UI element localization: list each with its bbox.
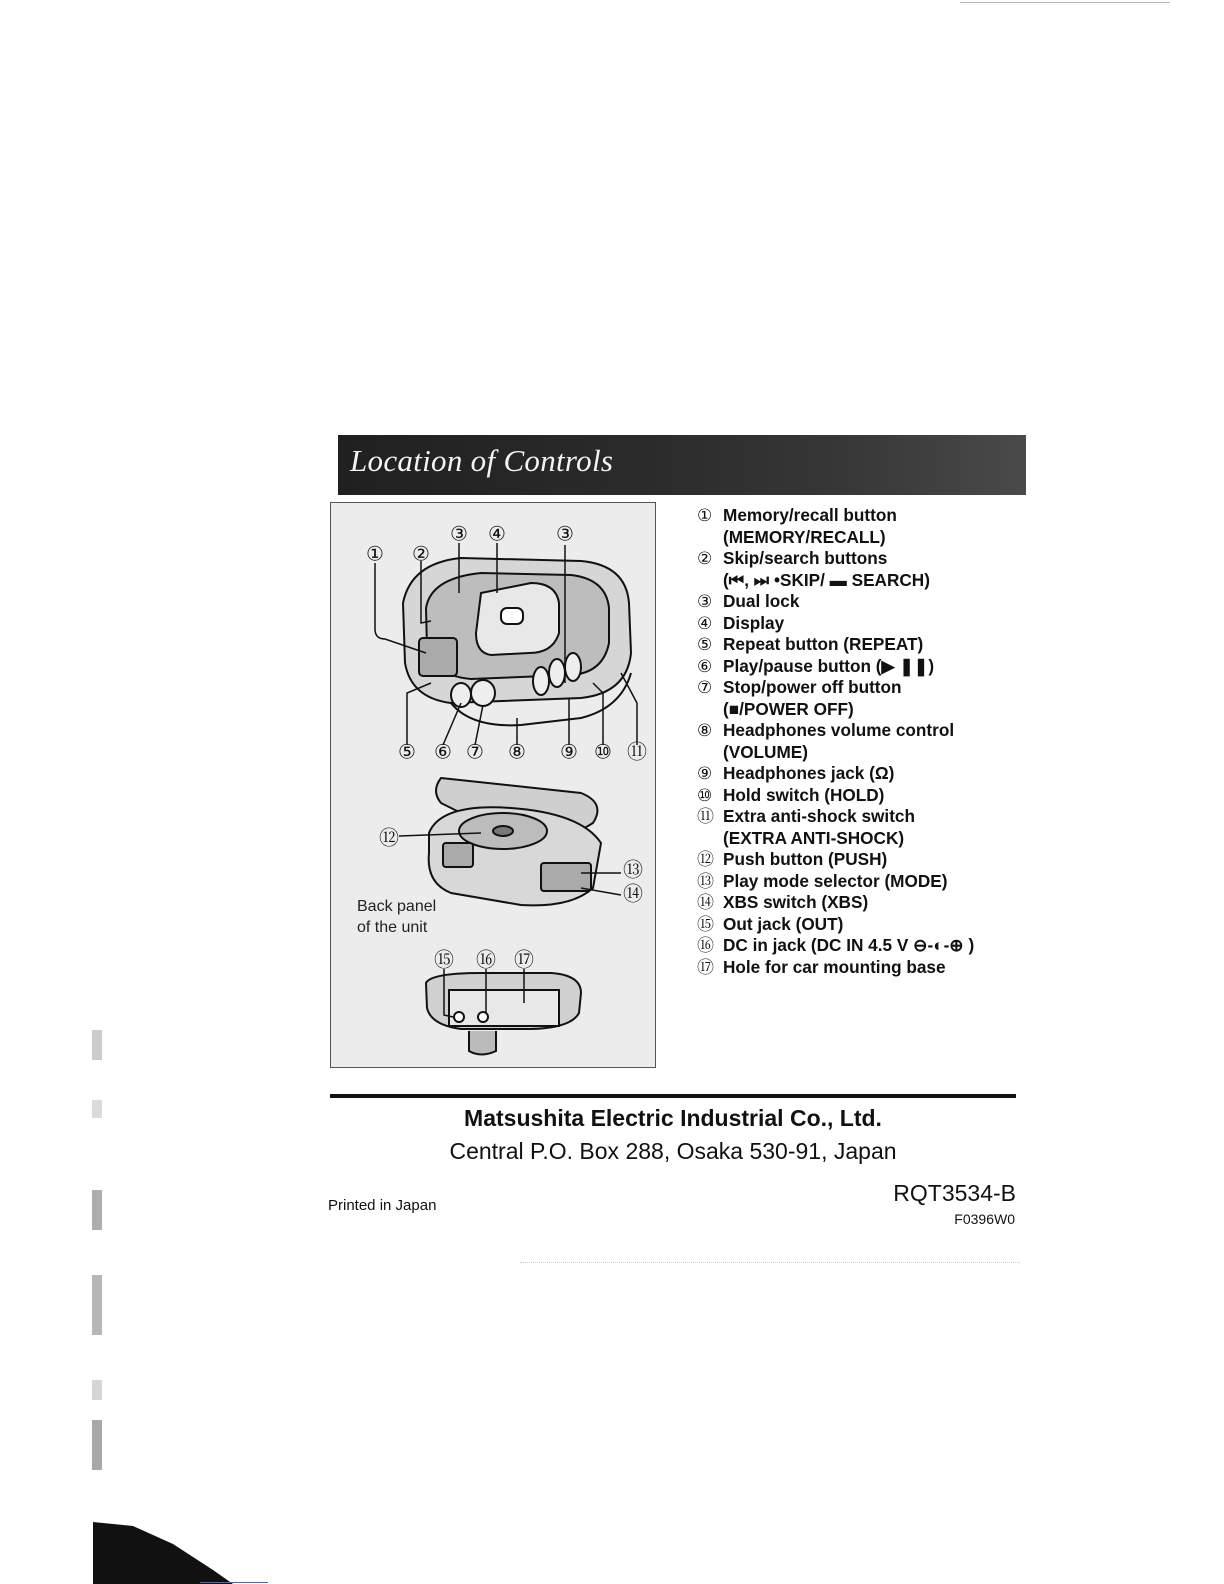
- control-number: ⑨: [697, 764, 713, 783]
- control-number: ⑬: [697, 871, 714, 891]
- control-label: Hold switch (HOLD): [723, 784, 885, 805]
- control-item: [697, 785, 1017, 807]
- scan-edge-line: [960, 2, 1170, 3]
- model-number: RQT3534-B: [893, 1180, 1016, 1206]
- control-label: XBS switch (XBS): [723, 892, 869, 912]
- control-label: Dual lock: [723, 591, 800, 611]
- caption-line-1: Back panel: [357, 898, 437, 915]
- control-label-cont: (MEMORY/RECALL): [723, 526, 886, 547]
- callout-number: ②: [412, 541, 430, 566]
- control-label: Display: [723, 612, 785, 633]
- caption-line-2: of the unit: [357, 919, 428, 936]
- control-number: ④: [697, 613, 713, 633]
- player-top-view: [403, 558, 631, 725]
- control-number: ⑩: [697, 785, 713, 805]
- callout-number: ⑯: [476, 947, 496, 972]
- footer-rule: [330, 1094, 1016, 1098]
- control-number: ①: [697, 506, 713, 525]
- control-item: [697, 871, 1017, 893]
- control-label-cont: (EXTRA ANTI-SHOCK): [723, 827, 905, 848]
- section-title: Location of Controls: [350, 443, 614, 478]
- print-code: F0396W0: [954, 1211, 1015, 1227]
- control-number: ⑪: [697, 807, 714, 826]
- callout-number: ⑭: [623, 881, 643, 906]
- control-item: [697, 656, 1017, 678]
- callout-number: ⑨: [560, 739, 578, 764]
- control-item: [697, 914, 1017, 936]
- control-item: [697, 548, 1017, 591]
- callout-number: ⑪: [627, 739, 647, 764]
- callout-number: ⑦: [466, 739, 484, 764]
- callout-number: ⑰: [514, 947, 534, 972]
- control-number: ⑫: [697, 850, 714, 869]
- control-number: ⑮: [697, 914, 714, 934]
- control-label: Play mode selector (MODE): [723, 870, 948, 891]
- control-item: [697, 613, 1017, 635]
- control-item: [697, 849, 1017, 871]
- device-illustration: [330, 502, 656, 1068]
- scan-corner-shadow: [93, 1522, 233, 1584]
- company-address: Central P.O. Box 288, Osaka 530-91, Japan: [449, 1138, 897, 1164]
- callout-number: ①: [366, 541, 384, 566]
- control-number: ⑯: [697, 936, 714, 955]
- control-number: ③: [697, 592, 713, 611]
- callout-number: ⑥: [434, 739, 452, 764]
- cd-player-drawing: [331, 503, 657, 1069]
- control-number: ⑰: [697, 957, 714, 977]
- callout-number: ⑧: [508, 739, 526, 764]
- control-number: ⑭: [697, 893, 714, 912]
- control-number: ②: [697, 549, 713, 568]
- player-open-view: [429, 778, 601, 905]
- callout-number: ⑮: [434, 947, 454, 972]
- control-item: [697, 591, 1017, 613]
- control-label: Extra anti-shock switch: [723, 806, 915, 826]
- control-label-cont: (⏮, ⏭ •SKIP/ ▬ SEARCH): [723, 569, 930, 590]
- control-number: ⑦: [697, 678, 713, 697]
- control-label: Skip/search buttons: [723, 548, 888, 568]
- control-label: Repeat button (REPEAT): [723, 634, 924, 654]
- control-label: Hole for car mounting base: [723, 956, 946, 977]
- scan-corner-line: [200, 1582, 268, 1583]
- printed-in-label: Printed in Japan: [328, 1197, 437, 1214]
- control-item: [697, 763, 1017, 785]
- control-label: Out jack (OUT): [723, 913, 844, 934]
- control-item: [697, 892, 1017, 914]
- control-label-cont: (VOLUME): [723, 741, 808, 762]
- callout-number: ③: [450, 521, 468, 546]
- callout-number: ⑤: [398, 739, 416, 764]
- scan-dotted-line: [520, 1262, 1020, 1264]
- control-label: Push button (PUSH): [723, 849, 888, 869]
- control-item: [697, 720, 1017, 763]
- control-label: DC in jack (DC IN 4.5 V ⊖-◐-⊕ ): [723, 935, 975, 955]
- callout-number: ⑬: [623, 857, 643, 882]
- section-banner: [338, 435, 1026, 495]
- control-item: [697, 505, 1017, 548]
- control-item: [697, 935, 1017, 957]
- control-number: ⑥: [697, 656, 713, 676]
- control-item: [697, 634, 1017, 656]
- control-label: Stop/power off button: [723, 677, 902, 697]
- player-back-view: [426, 973, 581, 1055]
- controls-list: [697, 505, 1017, 978]
- control-number: ⑧: [697, 721, 713, 740]
- control-number: ⑤: [697, 635, 713, 654]
- control-label: Play/pause button (▶ ❚❚): [723, 655, 935, 676]
- company-name: Matsushita Electric Industrial Co., Ltd.: [464, 1105, 882, 1131]
- control-label: Memory/recall button: [723, 505, 897, 525]
- scan-binding-marks: [92, 1020, 106, 1500]
- control-item: [697, 677, 1017, 720]
- control-item: [697, 957, 1017, 979]
- control-label-cont: (■/POWER OFF): [723, 698, 854, 719]
- callout-number: ③: [556, 521, 574, 546]
- back-panel-caption: [357, 896, 436, 938]
- control-label: Headphones jack (Ω): [723, 763, 895, 783]
- control-label: Headphones volume control: [723, 720, 955, 740]
- callout-number: ⑩: [594, 739, 612, 764]
- control-item: [697, 806, 1017, 849]
- callout-number: ④: [488, 521, 506, 546]
- callout-number: ⑫: [379, 825, 399, 850]
